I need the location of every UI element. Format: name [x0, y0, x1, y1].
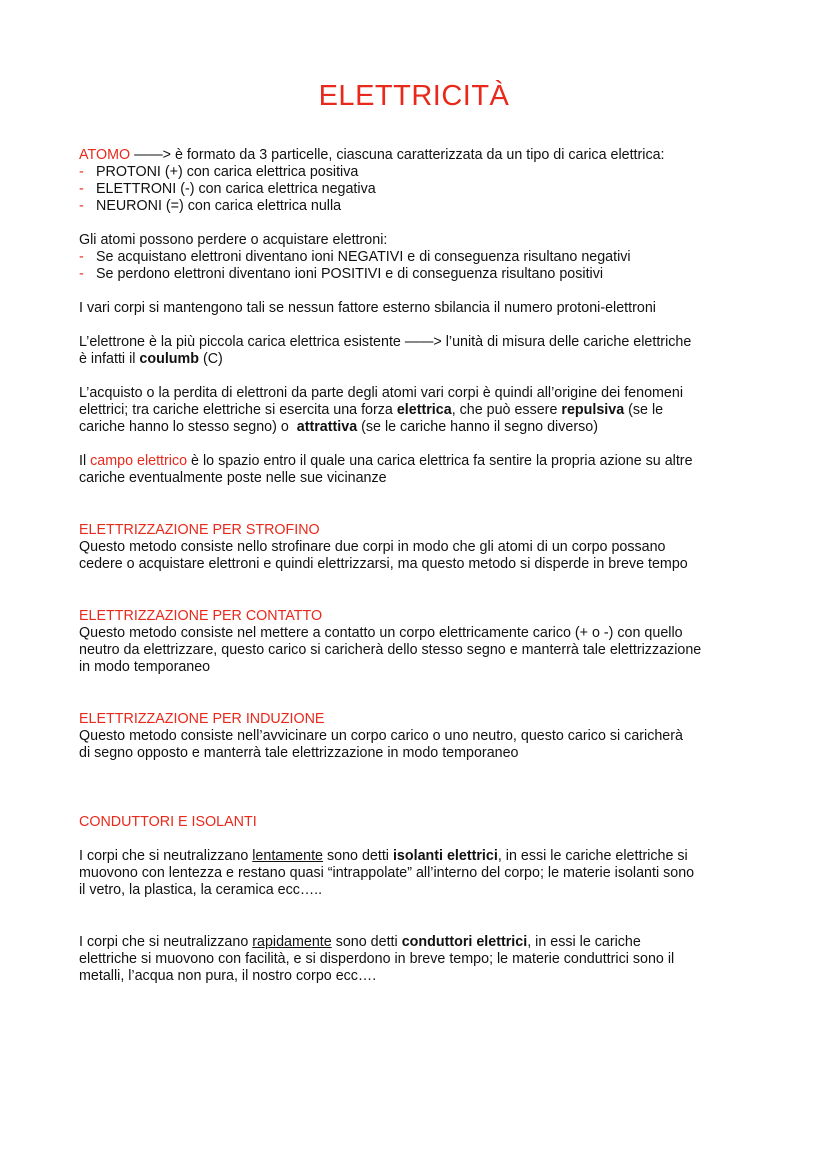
isolanti-term: isolanti elettrici: [392, 848, 498, 864]
atomo-label: ATOMO: [79, 147, 131, 163]
campo-elettrico-term: campo elettrico: [90, 453, 188, 469]
atomo-definition: [79, 147, 779, 164]
ioni-intro: Gli atomi possono perdere o acquistare elettroni:: [79, 232, 388, 248]
lentamente-term: lentamente: [252, 848, 323, 864]
conduttori-line-1: I corpi che si neutralizzano rapidamente sono detti conduttori elettrici, in essi le cariche: [79, 934, 641, 950]
coulumb-term: coulumb: [139, 351, 199, 367]
list-item: - Se perdono elettroni diventano ioni POSITIVI e di conseguenza risultano positivi: [79, 266, 604, 282]
isolanti-line-2: muovono con lentezza e restano quasi “intrappolate” all’interno del corpo; le materie isolanti sono: [79, 865, 695, 881]
elettrica-term: elettrica: [396, 402, 452, 418]
conduttori-line-3: metalli, l’acqua non pura, il nostro corpo ecc….: [79, 968, 377, 984]
elettrone-line-1: L’elettrone è la più piccola carica elettrica esistente ——> l’unità di misura delle cariche elettriche: [79, 334, 692, 350]
isolanti-line-1: I corpi che si neutralizzano lentamente sono detti isolanti elettrici, in essi le cariche elettriche si: [79, 848, 688, 864]
atomo-text: è formato da 3 particelle, ciascuna caratterizzata da un tipo di carica elettrica:: [175, 147, 665, 163]
conduttori-term: conduttori elettrici: [401, 934, 528, 950]
page-title: ELETTRICITÀ: [318, 80, 510, 112]
campo-line-2: cariche eventualmente poste nelle sue vicinanze: [79, 470, 387, 486]
contatto-line: in modo temporaneo: [79, 659, 211, 675]
atomo-arrow: ——>: [130, 147, 175, 163]
conduttori-line-2: elettriche si muovono con facilità, e si disperdono in breve tempo; le materie conduttrici sono il: [79, 951, 675, 967]
conduttori-heading: CONDUTTORI E ISOLANTI: [79, 814, 257, 830]
dash-bullet: -: [79, 266, 84, 282]
corpi-paragraph: I vari corpi si mantengono tali se nessun fattore esterno sbilancia il numero protoni-elettroni: [79, 300, 656, 316]
attrattiva-term: attrattiva: [296, 419, 358, 435]
induzione-line: Questo metodo consiste nell’avvicinare un corpo carico o uno neutro, questo carico si caricherà: [79, 728, 683, 744]
induzione-heading: ELETTRIZZAZIONE PER INDUZIONE: [79, 711, 325, 727]
repulsiva-term: repulsiva: [561, 402, 625, 418]
contatto-line: neutro da elettrizzare, questo carico si caricherà dello stesso segno e manterrà tale elettrizzazione: [79, 642, 702, 658]
strofino-line: cedere o acquistare elettroni e quindi elettrizzarsi, ma questo metodo si disperde in breve tempo: [79, 556, 688, 572]
campo-line-1: Il campo elettrico è lo spazio entro il quale una carica elettrica fa sentire la propria azione su altre: [79, 453, 693, 469]
dash-bullet: -: [79, 164, 84, 180]
list-item: - ELETTRONI (-) con carica elettrica negativa: [79, 181, 376, 197]
document-body: [79, 147, 779, 985]
acquisto-line-3: cariche hanno lo stesso segno) o attrattiva (se le cariche hanno il segno diverso): [79, 419, 598, 435]
strofino-heading: ELETTRIZZAZIONE PER STROFINO: [79, 522, 320, 538]
rapidamente-term: rapidamente: [252, 934, 332, 950]
isolanti-line-3: il vetro, la plastica, la ceramica ecc…..: [79, 882, 323, 898]
dash-bullet: -: [79, 181, 84, 197]
elettrone-line-2: è infatti il coulumb (C): [79, 351, 223, 367]
list-item: - NEURONI (=) con carica elettrica nulla: [79, 198, 342, 214]
contatto-line: Questo metodo consiste nel mettere a contatto un corpo elettricamente carico (+ o -) con quello: [79, 625, 683, 641]
list-item: - PROTONI (+) con carica elettrica positiva: [79, 164, 359, 180]
dash-bullet: -: [79, 198, 84, 214]
list-item: - Se acquistano elettroni diventano ioni NEGATIVI e di conseguenza risultano negativi: [79, 249, 631, 265]
strofino-line: Questo metodo consiste nello strofinare due corpi in modo che gli atomi di un corpo possano: [79, 539, 666, 555]
dash-bullet: -: [79, 249, 84, 265]
contatto-heading: ELETTRIZZAZIONE PER CONTATTO: [79, 608, 323, 624]
acquisto-line-1: L’acquisto o la perdita di elettroni da parte degli atomi vari corpi è quindi all’origine dei fenomeni: [79, 385, 684, 401]
acquisto-line-2: elettrici; tra cariche elettriche si esercita una forza elettrica, che può essere repulsiva (se le: [79, 402, 664, 418]
induzione-line: di segno opposto e manterrà tale elettrizzazione in modo temporaneo: [79, 745, 519, 761]
